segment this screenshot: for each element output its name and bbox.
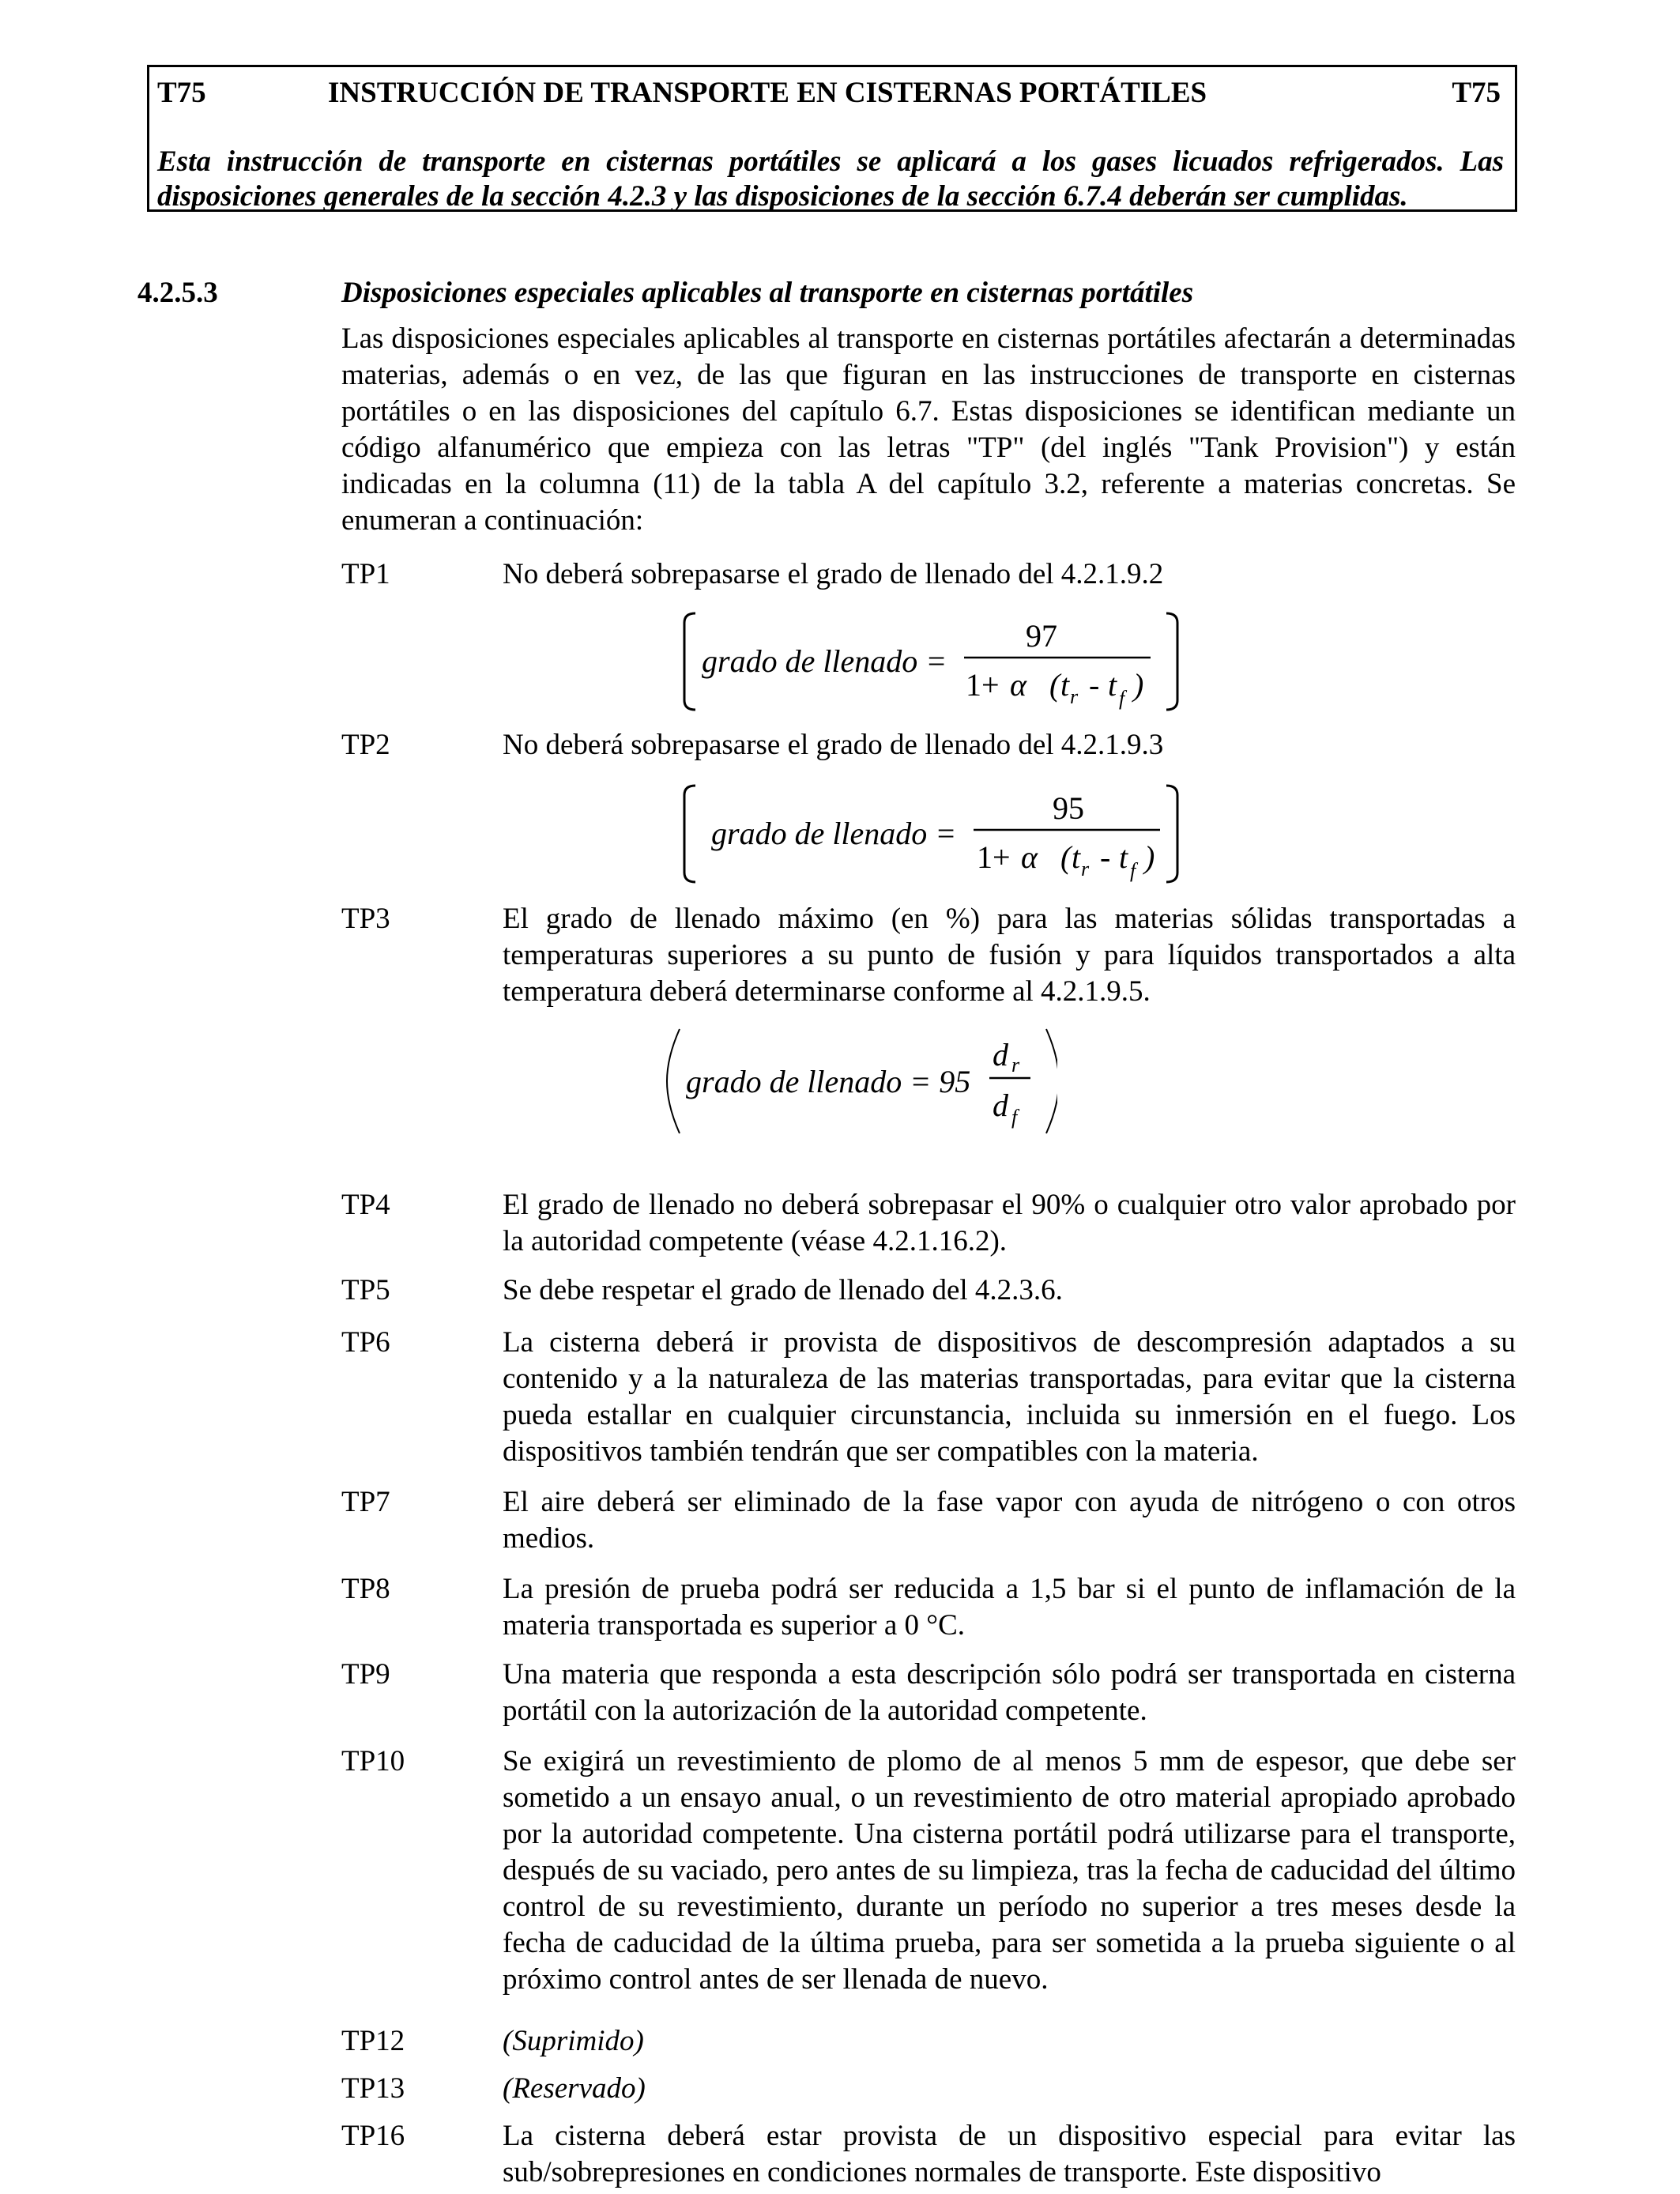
provision-text-tp7: El aire deberá ser eliminado de la fase vapor con ayuda de nitrógeno o con otros medios. [503,1486,1516,1555]
formula-tp3-sub-f: f [1011,1106,1018,1129]
formula-tp3-lhs: grado de llenado = 95 [686,1064,971,1099]
header-title: INSTRUCCIÓN DE TRANSPORTE EN CISTERNAS PORTÁTILES [328,77,1207,109]
formula-tp1-minus: - [1089,667,1100,703]
formula-tp2-sub-f: f [1130,859,1136,882]
provision-code-tp4: TP4 [341,1189,390,1221]
formula-tp2-minus: - [1100,839,1111,875]
provision-code-tp8: TP8 [341,1573,390,1605]
provision-text-tp3: El grado de llenado máximo (en %) para las materias sólidas transportadas a temperaturas superiores a su punto de fusión y para líquidos transportados a alta temperatura deberá determinarse conforme al 4.2.1.9.5. [503,903,1516,1008]
provision-code-tp10: TP10 [341,1745,405,1777]
provision-text-tp6: La cisterna deberá ir provista de dispositivos de descompresión adaptados a su contenido y a la naturaleza de las materias transportadas, para evitar que la cisterna pueda estallar en cualquier circunstancia, incluida su inmersión en el fuego. Los dispositivos también tendrán que ser compatibles con la materia. [503,1326,1516,1468]
provision-code-tp12: TP12 [341,2025,405,2057]
provision-text-tp13: (Reservado) [503,2072,646,2105]
provision-code-tp3: TP3 [341,903,390,935]
provision-text-tp2: No deberá sobrepasarse el grado de llenado del 4.2.1.9.3 [503,729,1164,761]
formula-tp2-open-paren: ( [1060,839,1072,875]
header-note-line-2: disposiciones generales de la sección 4.2.3 y las disposiciones de la sección 6.7.4 deberán ser cumplidas. [157,180,1408,213]
formula-tp2-close-paren: ) [1144,839,1155,875]
formula-tp1-numerator: 97 [1026,618,1057,654]
formula-tp1-t-f: t [1108,667,1117,703]
provision-text-tp16: La cisterna deberá estar provista de un dispositivo especial para evitar las sub/sobrepresiones en condiciones normales de transporte. Este dispositivo [503,2120,1516,2188]
formula-tp1 [678,607,1184,718]
formula-tp3-d-f: d [993,1088,1008,1123]
formula-tp2-sub-r: r [1081,858,1090,880]
provision-code-tp16: TP16 [341,2120,405,2152]
formula-tp2-t-f: t [1119,839,1128,875]
formula-tp3-d-r: d [993,1037,1008,1072]
provision-code-tp6: TP6 [341,1326,390,1359]
formula-tp2-numerator: 95 [1053,790,1084,826]
provision-code-tp9: TP9 [341,1658,390,1691]
section-intro: Las disposiciones especiales aplicables al transporte en cisternas portátiles afectarán a determinadas materias, además o en vez, de las que figuran en las instrucciones de transporte en cisternas portátiles o en las disposiciones del capítulo 6.7. Estas disposiciones se identifican mediante un código alfanumérico que empieza con las letras "TP" (del inglés "Tank Provision") y están indicadas en la columna (11) de la tabla A del capítulo 3.2, referente a materias concretas. Se enumeran a continuación: [341,322,1516,537]
formula-tp3-sub-r: r [1011,1054,1020,1076]
header-code-left: T75 [157,77,206,109]
header-row [157,74,1501,113]
provision-text-tp8: La presión de prueba podrá ser reducida a 1,5 bar si el punto de inflamación de la materia transportada es superior a 0 °C. [503,1573,1516,1642]
provision-code-tp5: TP5 [341,1274,390,1306]
provision-code-tp1: TP1 [341,558,390,590]
header-note [157,145,1504,214]
formula-tp1-alpha: α [1010,667,1026,703]
formula-tp2-t-r: t [1072,839,1081,875]
provision-text-tp5: Se debe respetar el grado de llenado del 4.2.3.6. [503,1274,1063,1306]
provision-code-tp13: TP13 [341,2072,405,2105]
provision-code-tp7: TP7 [341,1486,390,1518]
formula-tp2-lhs: grado de llenado = [711,816,957,851]
formula-tp1-open-paren: ( [1049,667,1060,703]
provision-text-tp4: El grado de llenado no deberá sobrepasar el 90% o cualquier otro valor aprobado por la autoridad competente (véase 4.2.1.16.2). [503,1189,1516,1257]
header-note-line-1: Esta instrucción de transporte en cisternas portátiles se aplicará a los gases licuados refrigerados. Las [157,145,1504,178]
provision-text-tp1: No deberá sobrepasarse el grado de llenado del 4.2.1.9.2 [503,558,1164,590]
formula-tp1-close-paren: ) [1133,667,1144,703]
section-title: Disposiciones especiales aplicables al transporte en cisternas portátiles [341,277,1194,309]
formula-tp2-den-prefix: 1+ [977,839,1011,875]
formula-tp2 [676,779,1182,890]
provision-text-tp12: (Suprimido) [503,2025,644,2057]
formula-tp3 [662,1026,1057,1137]
formula-tp1-lhs: grado de llenado = [702,643,947,679]
instruction-header-box [147,65,1517,212]
formula-tp1-sub-r: r [1070,685,1079,708]
provision-code-tp2: TP2 [341,729,390,761]
provision-text-tp9: Una materia que responda a esta descripción sólo podrá ser transportada en cisterna portátil con la autorización de la autoridad competente. [503,1658,1516,1727]
section-number: 4.2.5.3 [137,277,218,309]
formula-tp2-alpha: α [1021,839,1038,875]
provision-text-tp10: Se exigirá un revestimiento de plomo de al menos 5 mm de espesor, que debe ser sometido a un ensayo anual, o un revestimiento de otro material apropiado aprobado por la autoridad competente. Una cisterna portátil podrá utilizarse para el transporte, después de su vaciado, pero antes de su limpieza, tras la fecha de caducidad del último control de su revestimiento, durante un período no superior a tres meses desde la fecha de caducidad de la última prueba, para ser sometida a la prueba siguiente o al próximo control antes de ser llenada de nuevo. [503,1745,1516,1996]
formula-tp1-den-prefix: 1+ [966,667,1000,703]
header-code-right: T75 [1452,77,1501,109]
formula-tp1-sub-f: f [1119,687,1125,710]
formula-tp1-t-r: t [1060,667,1070,703]
